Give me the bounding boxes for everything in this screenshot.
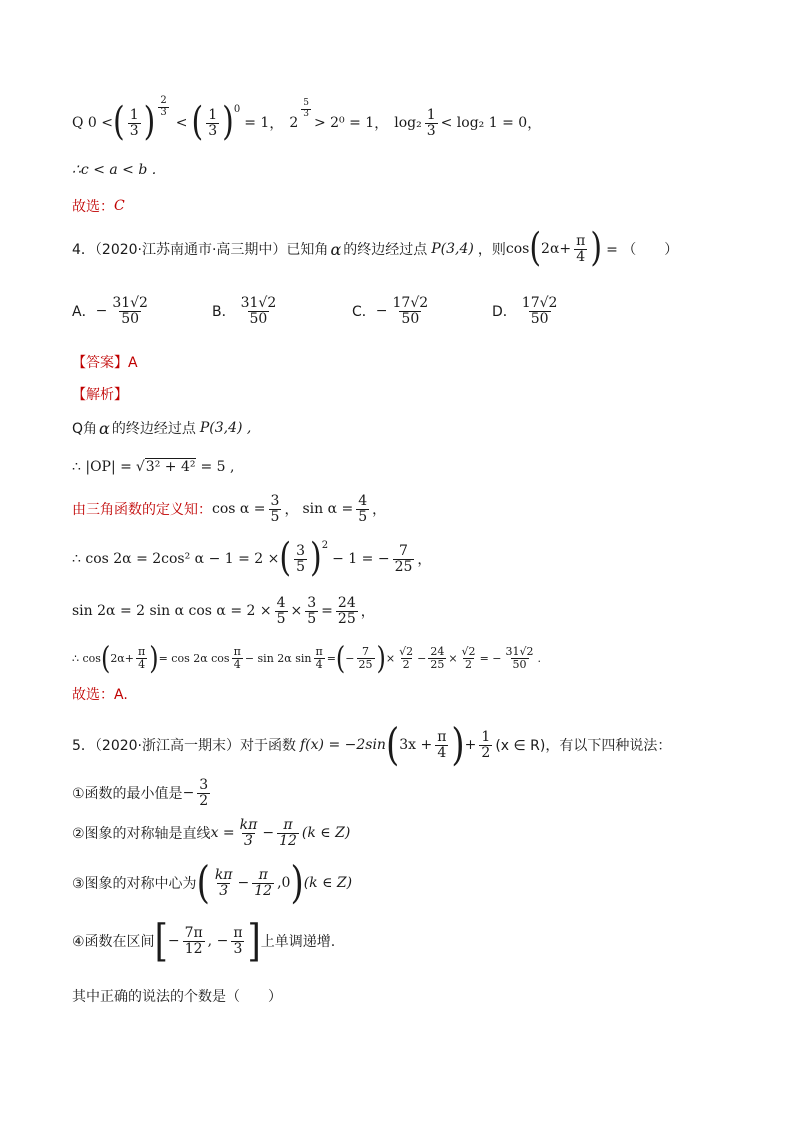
answer-label: 【答案】A (72, 355, 138, 371)
question-4: 4．（2020·江苏南通市·高三期中）已知角 α 的终边经过点 P(3,4) ，则 cos ( 2α+ $\frac{\pi}{4}$ ) = （ ） (72, 225, 679, 272)
choice-line-4: 故选：A. (72, 687, 128, 703)
sol-line-3: 由三角函数的定义知： cos α = $\frac{3}{5}$ ， sin α = $\frac{4}{5}$ ， (72, 493, 387, 525)
solution-conclusion: ∴c < a < b . (72, 162, 157, 178)
choice-line-3: 故选： C (72, 198, 125, 215)
option-a[interactable]: A． − $\frac{31√2}{50}$ (72, 295, 148, 327)
sol-line-4: ∴ cos 2α = 2cos² α − 1 = 2 × ( $\frac{3}{5}$ ) $^2$ − 1 = − $\frac{7}{25}$ ， (72, 535, 432, 582)
solution-line-inequality: Q 0 < ( $\frac{1}{3}$ ) $\frac{2}{3}$ < ( $\frac{1}{3}$ ) $^0$ = 1 ， 2 $\frac{5}{3}$ > 2⁰ = 1 ， log₂ $\frac{1}{3}$ < log₂ 1 = 0 ， (72, 95, 542, 146)
q4-options (72, 296, 562, 326)
option-b[interactable]: B． $\frac{31√2}{50}$ (212, 295, 277, 327)
analysis-label: 【解析】 (72, 387, 128, 403)
question-5-prompt: 其中正确的说法的个数是（ ） (72, 989, 282, 1005)
statement-3: ③图象的对称中心为 ( $\frac{k\pi}{3}$ − $\frac{\pi}{12}$ ,0 ) (k ∈ Z) (72, 857, 353, 909)
option-c[interactable]: C． − $\frac{17√2}{50}$ (352, 295, 429, 327)
sol-line-1: Q角 α 的终边经过点 P(3,4) , (72, 418, 252, 438)
statement-1: ①函数的最小值是 − $\frac{3}{2}$ (72, 777, 209, 809)
question-5: 5．（2020·浙江高一期末）对于函数 f(x) = −2sin ( 3x + $\frac{\pi}{4}$ ) + $\frac{1}{2}$ (x ∈ R)，有以下四种说法： (72, 719, 672, 771)
sol-line-2: ∴ |OP| = √3² + 4² = 5 , (72, 458, 235, 475)
statement-2: ②图象的对称轴是直线 x = $\frac{k\pi}{3}$ − $\frac{\pi}{12}$ (k ∈ Z) (72, 817, 351, 849)
statement-4: ④函数在区间 [ − $\frac{7\pi}{12}$ , − $\frac{\pi}{3}$ ] 上单调递增. (72, 915, 336, 967)
sol-line-5: sin 2α = 2 sin α cos α = 2 × $\frac{4}{5}$ × $\frac{3}{5}$ = $\frac{24}{25}$ ， (72, 595, 375, 627)
sol-line-6: ∴ cos ( 2α+ $\frac{\pi}{4}$ ) = cos 2α cos $\frac{\pi}{4}$ − sin 2α sin $\frac{\pi}{4}$ = ( − $\frac{7}{25}$ ) × $\frac{√2}{2}$ − $\frac{24}{25}$ × $\frac{√2}{2}$ = − $\frac{31√2}{50}$ . (72, 639, 542, 677)
option-d[interactable]: D． $\frac{17√2}{50}$ (492, 295, 558, 327)
